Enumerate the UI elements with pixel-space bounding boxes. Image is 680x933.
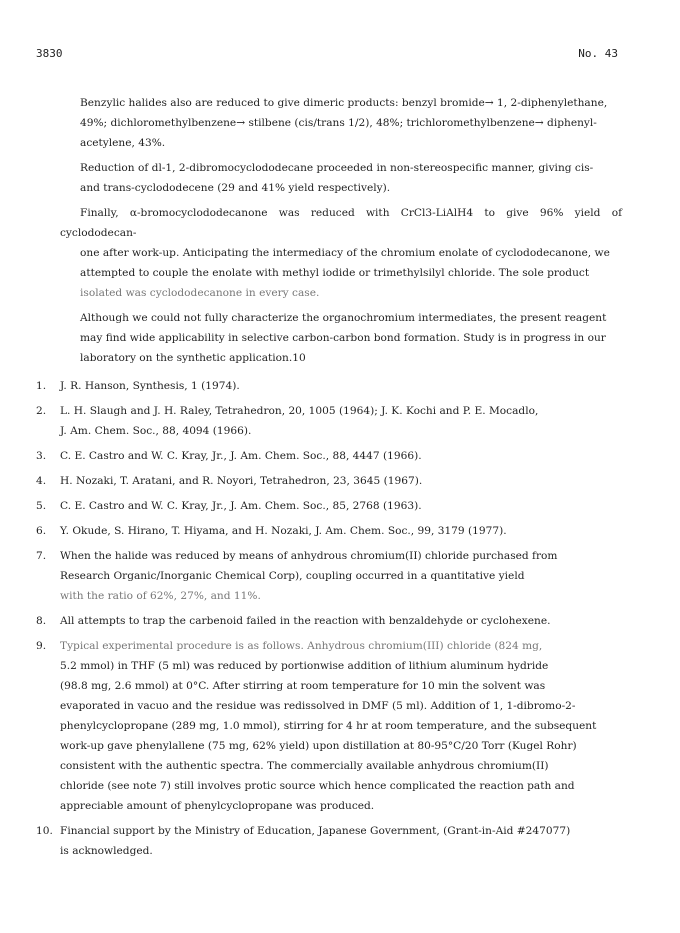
reference-number: 8.	[36, 615, 47, 627]
reference-text: J. R. Hanson, Synthesis, 1 (1974).	[60, 380, 240, 392]
page-header	[0, 44, 680, 64]
reference-item	[36, 636, 636, 816]
reference-text: H. Nozaki, T. Aratani, and R. Noyori, Tetrahedron, 23, 3645 (1967).	[60, 475, 423, 487]
reference-item	[36, 821, 636, 861]
reference-text: Y. Okude, S. Hirano, T. Hiyama, and H. Nozaki, J. Am. Chem. Soc., 99, 3179 (1977).	[60, 525, 507, 537]
reference-number: 9.	[36, 640, 47, 652]
reference-number: 4.	[36, 475, 47, 487]
reference-text: L. H. Slaugh and J. H. Raley, Tetrahedron, 20, 1005 (1964); J. K. Kochi and P. E. Mocadlo,	[60, 405, 539, 417]
reference-item	[36, 546, 636, 606]
paragraph-bromocyclododecanone	[60, 203, 622, 303]
text-line: Finally, α-bromocyclododecanone was reduced with CrCl3-LiAlH4 to give 96% yield of cyclododecan-	[60, 207, 622, 239]
reference-text: (98.8 mg, 2.6 mmol) at 0°C. After stirring at room temperature for 10 min the solvent was	[60, 680, 546, 692]
reference-item	[36, 611, 636, 631]
reference-number: 6.	[36, 525, 47, 537]
reference-item	[36, 446, 636, 466]
reference-item	[36, 471, 636, 491]
reference-text: 5.2 mmol) in THF (5 ml) was reduced by portionwise addition of lithium aluminum hydride	[60, 660, 549, 672]
text-line: acetylene, 43%.	[80, 137, 166, 149]
page-number: 3830	[36, 47, 63, 60]
reference-text: chloride (see note 7) still involves protic source which hence complicated the reaction path and	[60, 780, 575, 792]
text-line: Although we could not fully characterize the organochromium intermediates, the present reagent	[80, 312, 607, 324]
reference-number: 7.	[36, 550, 47, 562]
body-text	[60, 93, 622, 373]
reference-text: appreciable amount of phenylcyclopropane was produced.	[60, 800, 375, 812]
reference-number: 5.	[36, 500, 47, 512]
reference-item	[36, 521, 636, 541]
reference-text: evaporated in vacuo and the residue was redissolved in DMF (5 ml). Addition of 1, 1-dibromo-2-	[60, 700, 576, 712]
reference-text: is acknowledged.	[60, 845, 153, 857]
reference-text: J. Am. Chem. Soc., 88, 4094 (1966).	[60, 425, 252, 437]
text-line: and trans-cyclododecene (29 and 41% yield respectively).	[80, 182, 391, 194]
reference-text: Research Organic/Inorganic Chemical Corp), coupling occurred in a quantitative yield	[60, 570, 525, 582]
text-line: Reduction of dl-1, 2-dibromocyclododecane proceeded in non-stereospecific manner, giving cis-	[80, 162, 594, 174]
reference-text: C. E. Castro and W. C. Kray, Jr., J. Am. Chem. Soc., 85, 2768 (1963).	[60, 500, 422, 512]
reference-text: All attempts to trap the carbenoid failed in the reaction with benzaldehyde or cyclohexene.	[60, 615, 551, 627]
text-line: Benzylic halides also are reduced to give dimeric products: benzyl bromide→ 1, 2-diphenylethane,	[80, 97, 608, 109]
issue-number: No. 43	[578, 47, 618, 60]
reference-text: C. E. Castro and W. C. Kray, Jr., J. Am. Chem. Soc., 88, 4447 (1966).	[60, 450, 422, 462]
reference-number: 3.	[36, 450, 47, 462]
reference-text: Financial support by the Ministry of Education, Japanese Government, (Grant-in-Aid #247077)	[60, 825, 571, 837]
reference-text: When the halide was reduced by means of anhydrous chromium(II) chloride purchased from	[60, 550, 558, 562]
reference-item	[36, 376, 636, 396]
reference-number: 1.	[36, 380, 47, 392]
text-line: isolated was cyclododecanone in every case.	[80, 287, 320, 299]
paragraph-benzylic-halides	[60, 93, 622, 153]
references-list	[36, 376, 636, 866]
reference-item	[36, 401, 636, 441]
reference-item	[36, 496, 636, 516]
reference-number: 10.	[36, 825, 53, 837]
reference-text: phenylcyclopropane (289 mg, 1.0 mmol), stirring for 4 hr at room temperature, and the subsequent	[60, 720, 597, 732]
text-line: may find wide applicability in selective carbon-carbon bond formation. Study is in progress in our	[80, 332, 606, 344]
text-line: attempted to couple the enolate with methyl iodide or trimethylsilyl chloride. The sole product	[80, 267, 590, 279]
reference-text: work-up gave phenylallene (75 mg, 62% yield) upon distillation at 80-95°C/20 Torr (Kugel Rohr)	[60, 740, 577, 752]
reference-text: consistent with the authentic spectra. The commercially available anhydrous chromium(II)	[60, 760, 549, 772]
text-line: laboratory on the synthetic application.10	[80, 352, 306, 364]
text-line: 49%; dichloromethylbenzene→ stilbene (cis/trans 1/2), 48%; trichloromethylbenzene→ diphenyl-	[80, 117, 597, 129]
reference-text: with the ratio of 62%, 27%, and 11%.	[60, 590, 261, 602]
text-line: one after work-up. Anticipating the intermediacy of the chromium enolate of cyclododecanone, we	[80, 247, 610, 259]
reference-number: 2.	[36, 405, 47, 417]
paragraph-dibromocyclododecane	[60, 158, 622, 198]
paragraph-organochromium	[60, 308, 622, 368]
reference-text: Typical experimental procedure is as follows. Anhydrous chromium(III) chloride (824 mg,	[60, 640, 543, 652]
